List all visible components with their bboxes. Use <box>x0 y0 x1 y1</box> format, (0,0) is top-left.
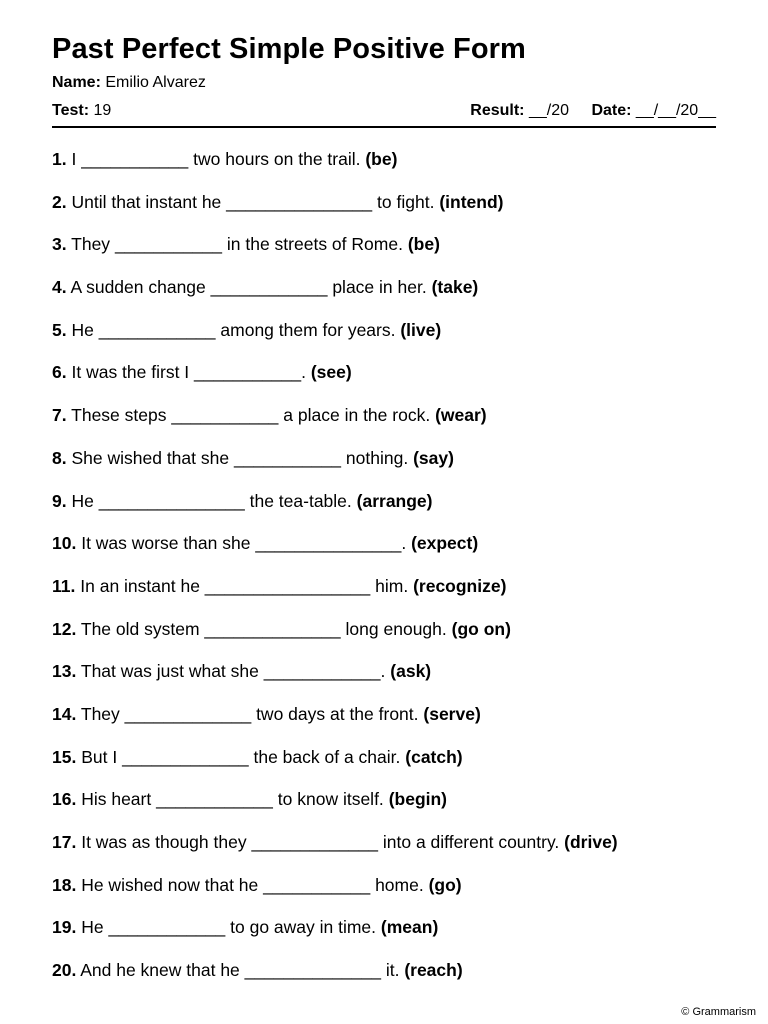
test-label: Test: <box>52 102 90 119</box>
sentence-after: among them for years. <box>220 319 396 340</box>
answer-blank[interactable]: _____________ <box>122 746 249 767</box>
sentence-before: And he knew that he <box>80 960 240 981</box>
item-number: 2. <box>52 191 67 212</box>
sentence-before: I <box>71 149 77 169</box>
exercise-item <box>52 660 732 703</box>
sentence-before: It was the first I <box>71 362 190 383</box>
sentence-before: In an instant he <box>80 575 200 596</box>
verb-hint: (go) <box>428 874 462 895</box>
exercise-item <box>52 959 732 1002</box>
name-value: Emilio Alvarez <box>105 74 206 91</box>
exercise-list <box>52 148 732 1002</box>
item-number: 14. <box>52 703 77 724</box>
item-number: 1. <box>52 149 67 169</box>
verb-hint: (reach) <box>404 960 463 981</box>
item-number: 11. <box>52 575 76 596</box>
answer-blank[interactable]: ___________ <box>171 405 279 426</box>
answer-blank[interactable]: ___________. <box>194 362 306 383</box>
sentence-after: a place in the rock. <box>283 405 431 426</box>
exercise-item <box>52 575 732 618</box>
sentence-before: But I <box>81 746 118 767</box>
sentence-after: the tea-table. <box>249 490 352 511</box>
verb-hint: (serve) <box>423 703 481 724</box>
answer-blank[interactable]: _____________ <box>251 832 378 852</box>
verb-hint: (ask) <box>390 661 432 682</box>
exercise-item <box>52 404 732 447</box>
verb-hint: (arrange) <box>356 490 433 511</box>
exercise-item <box>52 276 732 319</box>
page-title: Past Perfect Simple Positive Form <box>52 33 526 65</box>
sentence-after: two hours on the trail. <box>193 149 361 169</box>
verb-hint: (take) <box>431 277 479 298</box>
answer-blank[interactable]: ____________ <box>156 789 273 810</box>
sentence-after: to know itself. <box>277 789 384 810</box>
verb-hint: (see) <box>310 362 352 383</box>
sentence-after: to fight. <box>377 191 435 212</box>
item-number: 15. <box>52 746 77 767</box>
sentence-after: two days at the front. <box>256 703 419 724</box>
date-value: __/__/20__ <box>635 102 716 119</box>
result-label: Result: <box>470 102 525 119</box>
exercise-item <box>52 447 732 490</box>
test-number <box>52 102 111 120</box>
exercise-item <box>52 916 732 959</box>
item-number: 5. <box>52 319 67 340</box>
sentence-after: long enough. <box>345 618 447 639</box>
item-number: 20. <box>52 960 77 981</box>
verb-hint: (begin) <box>388 789 448 810</box>
sentence-before: She wished that she <box>71 447 230 468</box>
item-number: 6. <box>52 362 67 383</box>
answer-blank[interactable]: ___________ <box>114 234 222 255</box>
answer-blank[interactable]: ____________. <box>263 661 386 682</box>
test-info-row <box>52 102 716 122</box>
answer-blank[interactable]: _________________ <box>204 575 371 596</box>
exercise-item <box>52 490 732 533</box>
sentence-before: Until that instant he <box>71 191 222 212</box>
item-number: 17. <box>52 832 77 852</box>
verb-hint: (recognize) <box>413 575 507 596</box>
name-row <box>52 74 206 92</box>
answer-blank[interactable]: ___________ <box>81 149 189 169</box>
item-number: 3. <box>52 234 67 255</box>
item-number: 8. <box>52 447 67 468</box>
verb-hint: (catch) <box>405 746 463 767</box>
item-number: 16. <box>52 789 77 810</box>
exercise-item <box>52 191 732 234</box>
verb-hint: (be) <box>365 149 398 169</box>
answer-blank[interactable]: ____________ <box>210 277 328 298</box>
sentence-after: nothing. <box>345 447 409 468</box>
sentence-before: His heart <box>81 789 152 810</box>
header-divider <box>52 126 716 128</box>
answer-blank[interactable]: ___________ <box>263 874 371 895</box>
verb-hint: (drive) <box>564 832 618 852</box>
exercise-item <box>52 746 732 789</box>
verb-hint: (intend) <box>439 191 504 212</box>
sentence-before: He <box>71 319 94 340</box>
sentence-before: It was worse than she <box>81 533 251 554</box>
sentence-before: He wished now that he <box>81 874 259 895</box>
exercise-item <box>52 319 732 362</box>
sentence-before: He <box>71 490 94 511</box>
sentence-before: These steps <box>71 405 167 426</box>
exercise-item <box>52 532 732 575</box>
sentence-before: They <box>80 703 120 724</box>
item-number: 13. <box>52 661 77 682</box>
exercise-item <box>52 831 732 874</box>
result-date <box>470 102 716 120</box>
copyright-footer: © Grammarism <box>681 1006 756 1018</box>
exercise-item <box>52 148 732 191</box>
sentence-after: home. <box>375 874 424 895</box>
date-label: Date: <box>591 102 632 119</box>
answer-blank[interactable]: ______________ <box>204 618 341 639</box>
verb-hint: (live) <box>400 319 442 340</box>
item-number: 18. <box>52 874 77 895</box>
answer-blank[interactable]: _______________. <box>255 533 407 554</box>
name-label: Name: <box>52 74 101 91</box>
sentence-before: He <box>81 917 104 938</box>
item-number: 9. <box>52 490 67 511</box>
item-number: 7. <box>52 405 67 426</box>
exercise-item <box>52 618 732 661</box>
exercise-item <box>52 233 732 276</box>
answer-blank[interactable]: ______________ <box>244 960 381 981</box>
verb-hint: (go on) <box>451 618 511 639</box>
answer-blank[interactable]: _____________ <box>124 703 252 724</box>
sentence-before: It was as though they <box>81 832 247 852</box>
item-number: 12. <box>52 618 77 639</box>
sentence-after: the back of a chair. <box>253 746 401 767</box>
answer-blank[interactable]: _______________ <box>226 191 373 212</box>
sentence-after: him. <box>375 575 409 596</box>
verb-hint: (mean) <box>380 917 439 938</box>
sentence-after: place in her. <box>332 277 427 298</box>
item-number: 10. <box>52 533 77 554</box>
item-number: 19. <box>52 917 77 938</box>
result-value: __/20 <box>528 102 569 119</box>
answer-blank[interactable]: _______________ <box>98 490 245 511</box>
verb-hint: (say) <box>413 447 454 468</box>
answer-blank[interactable]: ____________ <box>108 917 226 938</box>
verb-hint: (wear) <box>435 405 487 426</box>
exercise-item <box>52 361 732 404</box>
exercise-item <box>52 703 732 746</box>
sentence-after: to go away in time. <box>230 917 377 938</box>
sentence-before: A sudden change <box>70 277 206 298</box>
answer-blank[interactable]: ___________ <box>233 447 342 468</box>
verb-hint: (be) <box>407 234 440 255</box>
answer-blank[interactable]: ____________ <box>98 319 216 340</box>
sentence-after: in the streets of Rome. <box>226 234 403 255</box>
exercise-item <box>52 788 732 831</box>
sentence-before: That was just what she <box>80 661 259 682</box>
item-number: 4. <box>52 277 67 298</box>
sentence-after: into a different country. <box>382 832 560 852</box>
exercise-item <box>52 874 732 917</box>
verb-hint: (expect) <box>411 533 479 554</box>
test-value: 19 <box>93 102 112 119</box>
sentence-after: it. <box>385 960 400 981</box>
sentence-before: The old system <box>80 618 200 639</box>
sentence-before: They <box>71 234 111 255</box>
